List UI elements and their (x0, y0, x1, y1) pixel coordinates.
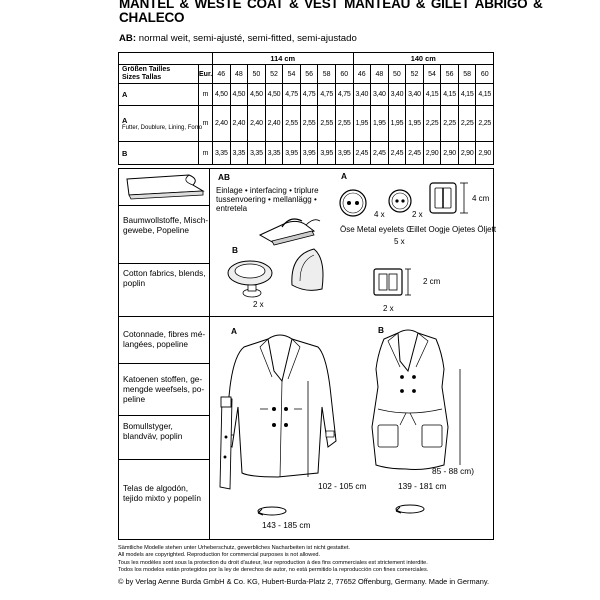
value-cell: 3,40 (388, 84, 406, 106)
value-cell: 2,45 (371, 142, 389, 165)
unit-cell: m (199, 84, 213, 106)
notions-panel (210, 168, 497, 317)
size-cell: 54 (423, 65, 441, 84)
notions-label-b: B (232, 245, 238, 255)
value-cell: 3,35 (265, 142, 283, 165)
value-cell: 4,15 (458, 84, 476, 106)
width-114-header: 114 cm (213, 53, 354, 65)
belt-drawing (220, 397, 232, 489)
fabric-text-de: Baumwollstoffe, Misch-gewebe, Popeline (123, 215, 209, 235)
fit-description (119, 33, 357, 44)
row-sublabel: Futter, Doublure, Lining, Forro (122, 124, 203, 131)
page-title (119, 0, 599, 25)
value-cell: 2,90 (441, 142, 459, 165)
table-width-header (119, 53, 494, 65)
value-cell: 4,75 (300, 84, 318, 106)
value-cell: 2,90 (423, 142, 441, 165)
value-cell: 4,15 (441, 84, 459, 106)
value-cell: 2,55 (335, 106, 353, 142)
value-cell: 2,40 (213, 106, 231, 142)
eyelets-qty: 5 x (394, 237, 405, 246)
size-cell: 58 (318, 65, 336, 84)
eyelets-text: Öse Metal eyelets Œillet Oogje Ojetes Öljett (340, 225, 497, 234)
footer-line-de: Sämtliche Modelle stehen unter Urheberschutz, gewerbliches Nacharbeiten ist nicht gestattet. (118, 545, 350, 551)
notions-drawings (210, 169, 497, 319)
value-cell: 2,40 (265, 106, 283, 142)
value-cell: 3,35 (230, 142, 248, 165)
vest-drawing (372, 330, 448, 470)
size-cell: 50 (388, 65, 406, 84)
value-cell: 2,45 (388, 142, 406, 165)
table-size-header (119, 65, 494, 84)
eur-label: Eur. (199, 65, 213, 84)
buckle-large-size: 4 cm (472, 194, 490, 203)
button-small-icon (389, 190, 411, 212)
buckle-small-size: 2 cm (423, 277, 441, 286)
value-cell: 2,55 (318, 106, 336, 142)
value-cell: 4,50 (213, 84, 231, 106)
table-corner (119, 53, 213, 65)
value-cell: 3,95 (300, 142, 318, 165)
garment-label-a: A (231, 326, 237, 336)
fabric-text-sv: Bomullstyger, blandväv, poplin (123, 421, 183, 441)
vest-width-text: 139 - 181 cm (398, 481, 447, 491)
buckle-small-icon (374, 269, 411, 295)
value-cell: 2,25 (476, 106, 494, 142)
size-cell: 46 (353, 65, 371, 84)
buckle-small-qty: 2 x (383, 304, 394, 313)
value-cell: 2,55 (300, 106, 318, 142)
snaps-qty: 2 x (253, 300, 264, 309)
buttons-large-qty: 4 x (374, 210, 385, 219)
fit-text: normal weit, semi-ajusté, semi-fitted, semi-ajustado (138, 33, 357, 44)
value-cell: 3,40 (353, 84, 371, 106)
unit-cell: m (199, 142, 213, 165)
size-cell: 52 (406, 65, 424, 84)
publisher-copyright: © by Verlag Aenne Burda GmbH & Co. KG, Hubert-Burda-Platz 2, 77652 Offenburg, Germany. Made in Germany. (118, 576, 490, 586)
value-cell: 4,15 (476, 84, 494, 106)
row-label: A (119, 84, 199, 106)
garment-label-b: B (378, 325, 384, 335)
size-cell: 46 (213, 65, 231, 84)
fabric-text-fr: Cotonnade, fibres mé-langées, popeline (123, 329, 206, 349)
fabric-text-en: Cotton fabrics, blends, poplin (123, 268, 206, 288)
size-cell: 48 (371, 65, 389, 84)
value-cell: 1,95 (353, 106, 371, 142)
button-large-icon (340, 190, 366, 216)
value-cell: 3,95 (335, 142, 353, 165)
title-line-1: MANTEL & WESTE COAT & VEST MANTEAU & GILET ABRIGO & (119, 0, 543, 11)
size-cell: 52 (265, 65, 283, 84)
interfacing-text: Einlage • interfacing • triplure tussenvoering • mellanlägg • entretela (216, 186, 319, 213)
value-cell: 4,75 (318, 84, 336, 106)
size-cell: 60 (476, 65, 494, 84)
value-cell: 1,95 (388, 106, 406, 142)
footer-line-es: Todos los modelos están protegidos por la ley de derechos de autor, no está permitido la reproducción con fines comerciales. (118, 567, 429, 574)
value-cell: 2,25 (458, 106, 476, 142)
iron-icon (260, 219, 320, 245)
value-cell: 2,40 (230, 106, 248, 142)
notions-label-a: A (341, 171, 347, 181)
value-cell: 3,35 (213, 142, 231, 165)
vest-length-text: 85 - 88 cm) (432, 466, 474, 476)
size-cell: 56 (300, 65, 318, 84)
value-cell: 2,90 (458, 142, 476, 165)
size-cell: 50 (248, 65, 266, 84)
fabric-text-es: Telas de algodón, tejido mixto y popelín (123, 483, 201, 503)
sizes-label: Größen Tailles Sizes Tallas (119, 65, 199, 84)
footer-line-en: All models are copyrighted. Reproduction for commercial purposes is not allowed. (118, 552, 321, 559)
snap-fastener-icon (228, 261, 272, 297)
title-line-2: CHALECO (119, 10, 185, 25)
value-cell: 3,35 (248, 142, 266, 165)
fabric-text-nl: Katoenen stoffen, ge-mengde weefsels, po-peline (123, 374, 205, 404)
size-cell: 58 (458, 65, 476, 84)
value-cell: 3,40 (371, 84, 389, 106)
width-140-header: 140 cm (353, 53, 494, 65)
value-cell: 2,55 (283, 106, 301, 142)
value-cell: 4,15 (423, 84, 441, 106)
table-row-a-lining (119, 106, 494, 142)
value-cell: 4,75 (283, 84, 301, 106)
copyright-footer (118, 545, 598, 587)
shoulder-pad-icon (292, 249, 323, 290)
value-cell: 1,95 (371, 106, 389, 142)
fabric-swatch-icon (119, 169, 211, 209)
coat-width-icon (258, 507, 286, 515)
value-cell: 2,40 (248, 106, 266, 142)
size-cell: 60 (335, 65, 353, 84)
coat-length-text: 102 - 105 cm (318, 481, 367, 491)
value-cell: 2,45 (406, 142, 424, 165)
coat-width-text: 143 - 185 cm (262, 520, 311, 530)
row-label: A Futter, Doublure, Lining, Forro (119, 106, 199, 142)
fabric-requirements-table (118, 52, 494, 165)
fabric-suggestions (118, 168, 210, 540)
vest-width-icon (396, 505, 424, 513)
value-cell: 2,25 (423, 106, 441, 142)
size-cell: 54 (283, 65, 301, 84)
value-cell: 4,50 (265, 84, 283, 106)
table-row-a (119, 84, 494, 106)
garment-drawings-panel (210, 316, 494, 540)
unit-cell: m (199, 106, 213, 142)
value-cell: 3,40 (406, 84, 424, 106)
size-cell: 48 (230, 65, 248, 84)
value-cell: 4,50 (248, 84, 266, 106)
value-cell: 2,45 (353, 142, 371, 165)
size-cell: 56 (441, 65, 459, 84)
table-row-b (119, 142, 494, 165)
garment-line-art (210, 317, 494, 541)
value-cell: 2,25 (441, 106, 459, 142)
coat-drawing (224, 335, 336, 477)
buckle-large-icon (430, 183, 468, 213)
row-label: B (119, 142, 199, 165)
value-cell: 4,75 (335, 84, 353, 106)
fit-code: AB: (119, 33, 137, 44)
value-cell: 3,95 (283, 142, 301, 165)
footer-line-fr: Tous les modèles sont sous la protection du droit d'auteur, leur reproduction à des fins commerciales est strictement interdite. (118, 559, 428, 566)
value-cell: 4,50 (230, 84, 248, 106)
notions-label-ab: AB (218, 172, 230, 182)
value-cell: 1,95 (406, 106, 424, 142)
value-cell: 2,90 (476, 142, 494, 165)
value-cell: 3,95 (318, 142, 336, 165)
buttons-small-qty: 2 x (412, 210, 423, 219)
